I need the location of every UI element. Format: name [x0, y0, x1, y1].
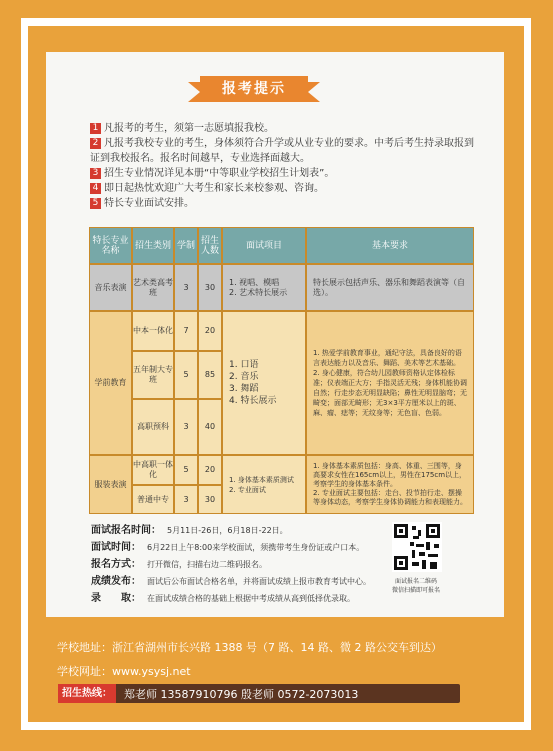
tip-number-icon: 3	[90, 168, 101, 179]
table-cell-type: 中高职一体化	[132, 455, 174, 485]
info-value: 在面试成绩合格的基础上根据中考成绩从高到低择优录取。	[147, 594, 355, 603]
table-header-requirements: 基本要求	[306, 227, 474, 264]
table-cell-type: 艺术类高考班	[132, 264, 174, 311]
hotline-text[interactable]: 郑老师 13587910796 殷老师 0572-2073013	[124, 688, 359, 701]
info-key: 录 取：	[91, 593, 141, 604]
info-key: 面试报名时间：	[91, 525, 161, 536]
section-tag: 报考提示	[200, 76, 308, 102]
table-cell-count: 40	[198, 399, 222, 455]
info-row	[91, 555, 267, 570]
table-header-type: 招生类别	[132, 227, 174, 264]
table-cell-count: 20	[198, 455, 222, 485]
table-cell-years: 3	[174, 485, 198, 514]
table-cell-type: 中本一体化	[132, 311, 174, 351]
table-cell-requirements: 1. 热爱学前教育事业，通纪守法，具备良好的语言表达能力以及音乐、舞蹈、美术等艺术基础。 2. 身心健康，符合幼儿园教师资格认定体检标准；仪表端正大方；手指灵活无残；身体机能协调自然；行走步态无明显缺陷；鼻性无明显脑弯；无畸变；面部无畸形；无3×3平方厘米以上的斑、麻、瘤、痣等；无纹身等；无色盲、色弱。	[306, 311, 474, 455]
table-cell-items: 1. 身体基本素质测试 2. 专业面试	[222, 455, 306, 514]
info-row	[91, 572, 371, 587]
tip-item-5	[90, 196, 474, 211]
qr-code-icon[interactable]	[392, 522, 442, 572]
table-cell-major: 音乐表演	[89, 264, 132, 311]
table-cell-count: 85	[198, 351, 222, 399]
school-address-row	[57, 639, 507, 655]
web-link[interactable]: www.ysysj.net	[112, 665, 191, 678]
table-cell-years: 3	[174, 399, 198, 455]
interview-table	[89, 227, 474, 514]
tip-item-4	[90, 181, 474, 196]
table-cell-years: 7	[174, 311, 198, 351]
info-key: 报名方式：	[91, 559, 141, 570]
school-info	[57, 639, 507, 679]
info-row	[91, 538, 364, 553]
tip-item-3	[90, 166, 474, 181]
table-cell-type: 普通中专	[132, 485, 174, 514]
table-cell-count: 20	[198, 311, 222, 351]
info-row	[91, 521, 288, 536]
table-cell-years: 5	[174, 455, 198, 485]
table-cell-major: 学前教育	[89, 311, 132, 455]
tip-item-2	[90, 136, 474, 166]
info-key: 成绩发布：	[91, 576, 141, 587]
info-value: 面试后公布面试合格名单，并将面试成绩上报市教育考试中心。	[147, 577, 371, 586]
tip-text: 即日起热忱欢迎广大考生和家长来校参观、咨询。	[104, 183, 324, 194]
tip-number-icon: 2	[90, 138, 101, 149]
table-cell-major: 服装表演	[89, 455, 132, 514]
info-key: 面试时间：	[91, 542, 141, 553]
tip-text: 凡报考我校专业的考生，身体须符合升学或从业专业的要求。中考后考生持录取报到证到我校报名。报名时间越早，专业选择面越大。	[90, 138, 474, 164]
tip-text: 凡报考的考生，须第一志愿填报我校。	[104, 123, 274, 134]
table-header-count: 招生人数	[198, 227, 222, 264]
table-cell-type: 五年制大专班	[132, 351, 174, 399]
info-value: 6月22日上午8:00来学校面试，须携带考生身份证或户口本。	[147, 543, 365, 552]
table-cell-count: 30	[198, 264, 222, 311]
table-header-years: 学制	[174, 227, 198, 264]
tip-text: 特长专业面试安排。	[104, 198, 194, 209]
tip-number-icon: 4	[90, 183, 101, 194]
table-cell-requirements: 特长展示包括声乐、器乐和舞蹈表演等（自选）。	[306, 264, 474, 311]
address-label: 学校地址：	[57, 641, 112, 654]
hotline-bar	[58, 684, 460, 703]
info-row	[91, 589, 355, 604]
table-header-major: 特长专业名称	[89, 227, 132, 264]
address-text: 浙江省湖州市长兴路 1388 号（7 路、14 路、微 2 路公交车到达）	[112, 641, 442, 654]
hotline-label: 招生热线：	[58, 684, 116, 703]
table-cell-items: 1. 口语 2. 音乐 3. 舞蹈 4. 特长展示	[222, 311, 306, 455]
web-label: 学校网址：	[57, 665, 112, 678]
table-cell-years: 3	[174, 264, 198, 311]
qr-caption: 面试报名二维码 微信扫描即可报名	[391, 578, 440, 594]
table-cell-years: 5	[174, 351, 198, 399]
table-header-items: 面试项目	[222, 227, 306, 264]
school-web-row	[57, 663, 507, 679]
table-cell-type: 高职预科	[132, 399, 174, 455]
tip-item-1	[90, 121, 474, 136]
table-cell-requirements: 1. 身体基本素质包括：身高、体重、三围等，身高要求女性在165cm以上，男性在175cm以上，考察学生的身体基本条件。 2. 专业面试主要包括：走台、投节拍行走、摆操等身体动态，考察学生身体协调能力和表现能力。	[306, 455, 474, 514]
tip-number-icon: 5	[90, 198, 101, 209]
table-cell-items: 1. 视唱、模唱 2. 艺术特长展示	[222, 264, 306, 311]
tip-text: 招生专业情况详见本册“中等职业学校招生计划表”。	[104, 168, 335, 179]
tip-number-icon: 1	[90, 123, 101, 134]
table-cell-count: 30	[198, 485, 222, 514]
info-value: 5月11日-26日，6月18日-22日。	[167, 526, 288, 535]
info-value: 打开微信，扫描右边二维码报名。	[147, 560, 267, 569]
tips-list	[90, 121, 474, 211]
